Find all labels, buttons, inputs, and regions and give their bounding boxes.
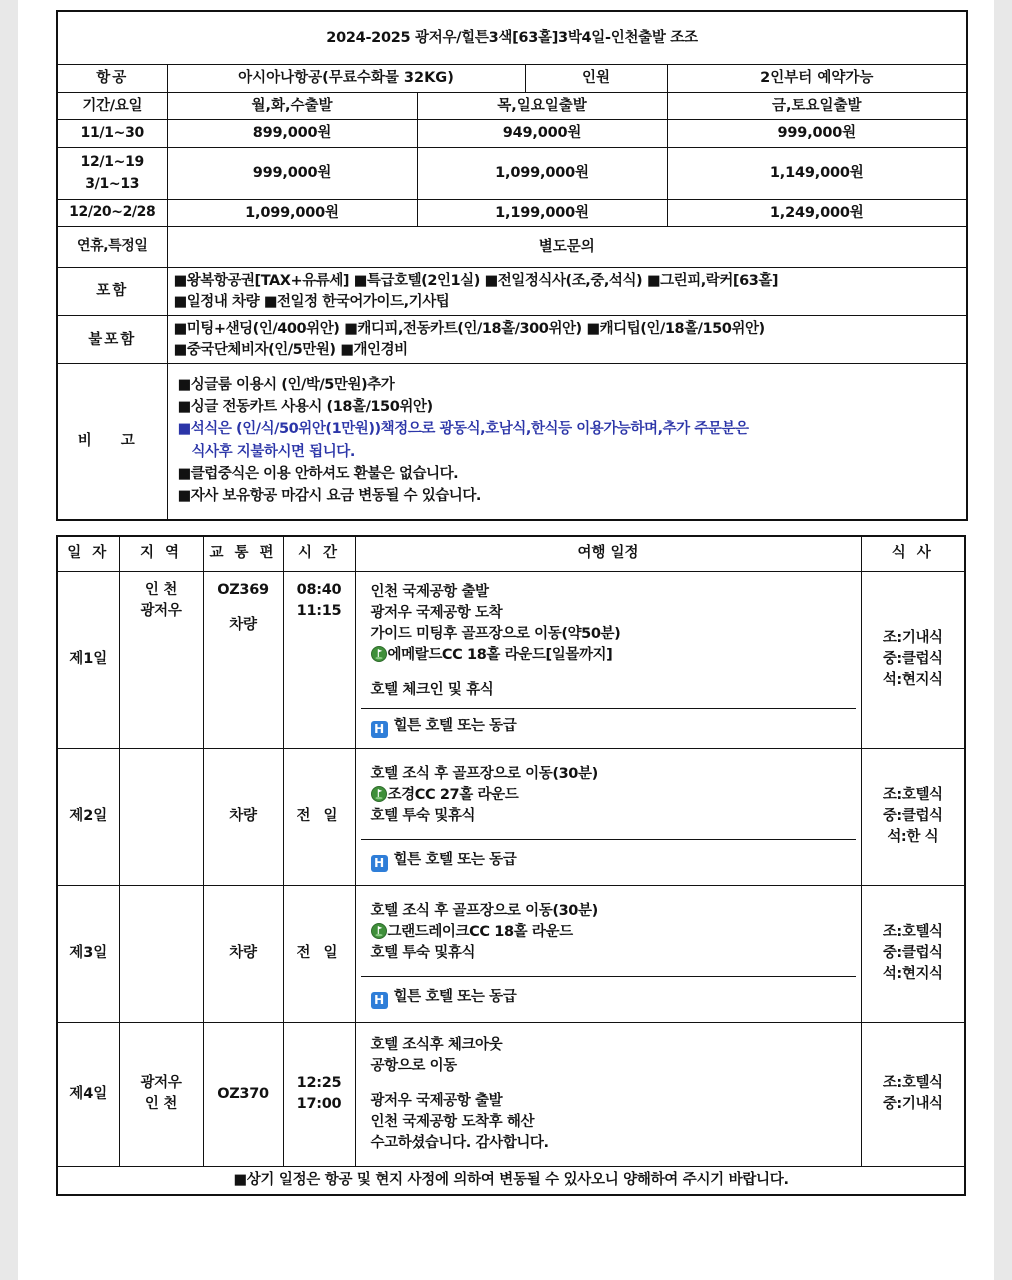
day-3-meal-1: 중:클럽식 — [882, 945, 943, 962]
day-1-schedule — [361, 575, 856, 708]
day-2-vehicle: 차량 — [229, 808, 257, 825]
day-1-time-0: 08:40 — [296, 581, 342, 598]
footer-note-row — [57, 1166, 965, 1195]
header-time: 시 간 — [283, 536, 355, 572]
day-1-meals — [861, 571, 965, 748]
day-1-schedule-cell — [355, 571, 861, 748]
day-1-area — [119, 571, 203, 748]
price-row-2 — [57, 199, 967, 227]
day-1-time-1: 11:15 — [296, 602, 342, 619]
header-schedule: 여행 일정 — [355, 536, 861, 572]
day-1-area-0: 인 천 — [144, 581, 178, 598]
included-line-0: ■왕복항공권[TAX+유류세] ■특급호텔(2인1실) ■전일정식사(조,중,석식) ■그린피,락커[63홀] — [173, 273, 779, 290]
day-4-transport — [203, 1022, 283, 1166]
day-1-sched-1: 광저우 국제공항 도착 — [370, 604, 503, 621]
day-3-schedule-cell — [355, 885, 861, 1022]
price-1-1: 1,099,000원 — [417, 147, 667, 199]
day-1-sched-0: 인천 국제공항 출발 — [370, 583, 489, 600]
day-2-meal-1: 중:클럽식 — [882, 808, 943, 825]
day-4-meal-0: 조:호텔식 — [882, 1075, 943, 1092]
excluded-list — [167, 316, 967, 364]
pax-label: 인원 — [525, 65, 667, 93]
airline-row — [57, 65, 967, 93]
remarks-line-5: ■자사 보유항공 마감시 요금 변동될 수 있습니다. — [177, 487, 481, 504]
day-4-sched-5: 수고하셨습니다. 감사합니다. — [370, 1134, 549, 1151]
golf-icon — [371, 923, 387, 939]
remarks-line-2: ■석식은 (인/식/50위안(1만원))책정으로 광동식,호남식,한식등 이용가능하며,추가 주문분은 — [177, 421, 749, 438]
day-3-sched-0: 호텔 조식 후 골프장으로 이동(30분) — [370, 902, 598, 919]
price-row-1 — [57, 147, 967, 199]
remarks-line-3: 식사후 지불하시면 됩니다. — [191, 443, 355, 460]
day-1-label: 제1일 — [57, 571, 119, 748]
day-1-vehicle: 차량 — [229, 616, 257, 633]
day-1-sched-2: 가이드 미팅후 골프장으로 이동(약50분) — [370, 625, 621, 642]
day-3-schedule — [361, 889, 856, 976]
golf-icon — [371, 646, 387, 662]
day-1-flight: OZ369 — [217, 581, 269, 598]
day-4-sched-3: 광저우 국제공항 출발 — [370, 1092, 503, 1109]
day-3-label: 제3일 — [57, 885, 119, 1022]
day-3-sched-2: 호텔 투숙 및휴식 — [370, 944, 476, 961]
excluded-label: 불포함 — [57, 316, 167, 364]
day-1-meal-0: 조:기내식 — [882, 630, 943, 647]
excluded-row — [57, 316, 967, 364]
hotel-icon: H — [371, 721, 388, 738]
spacer — [371, 666, 852, 680]
day-3-vehicle: 차량 — [229, 945, 257, 962]
day-3-hotel — [361, 976, 856, 1019]
day-4-time-1: 17:00 — [296, 1096, 342, 1113]
price-2-1: 1,199,000원 — [417, 199, 667, 227]
price-period-1 — [57, 147, 167, 199]
day-4-sched-0: 호텔 조식후 체크아웃 — [370, 1036, 503, 1053]
day-4-area-1: 인 천 — [144, 1096, 178, 1113]
included-label: 포함 — [57, 268, 167, 316]
remarks-list — [167, 364, 967, 520]
day-4-area-0: 광저우 — [140, 1075, 182, 1092]
day-4-meal-1: 중:기내식 — [882, 1096, 943, 1113]
table-row — [57, 885, 965, 1022]
day-1-hotel-text: 힐튼 호텔 또는 동급 — [393, 717, 517, 734]
spacer — [371, 1077, 852, 1091]
price-period-1-line2: 3/1~13 — [85, 176, 140, 193]
holiday-label: 연휴,특정일 — [57, 227, 167, 268]
table-gap — [56, 521, 966, 535]
header-area: 지 역 — [119, 536, 203, 572]
holiday-row — [57, 227, 967, 268]
golf-icon — [371, 786, 387, 802]
day-2-sched-1: 조경CC 27홀 라운드 — [387, 786, 519, 803]
airline-label: 항공 — [57, 65, 167, 93]
itinerary-header-row — [57, 536, 965, 572]
day-4-label: 제4일 — [57, 1022, 119, 1166]
price-1-0: 999,000원 — [167, 147, 417, 199]
remarks-row — [57, 364, 967, 520]
itinerary-table — [56, 535, 966, 1196]
day-2-hotel — [361, 839, 856, 882]
price-2-0: 1,099,000원 — [167, 199, 417, 227]
header-day: 일 자 — [57, 536, 119, 572]
day-2-meal-2: 석:한 식 — [887, 829, 939, 846]
day-2-sched-2: 호텔 투숙 및휴식 — [370, 807, 476, 824]
price-1-2: 1,149,000원 — [667, 147, 967, 199]
day-1-area-1: 광저우 — [140, 602, 182, 619]
day-3-transport — [203, 885, 283, 1022]
day-1-hotel — [361, 708, 856, 745]
day-2-hotel-text: 힐튼 호텔 또는 동급 — [393, 851, 517, 868]
day-1-meal-1: 중:클럽식 — [882, 651, 943, 668]
day-3-meals — [861, 885, 965, 1022]
price-period-1-line1: 12/1~19 — [80, 153, 144, 170]
document-page — [18, 0, 994, 1280]
day-3-sched-1-wrap — [371, 922, 852, 943]
hotel-icon: H — [371, 992, 388, 1009]
remarks-line-4: ■클럽중식은 이용 안하셔도 환불은 없습니다. — [177, 465, 459, 482]
holiday-value: 별도문의 — [167, 227, 967, 268]
price-0-1: 949,000원 — [417, 120, 667, 148]
day-3-area — [119, 885, 203, 1022]
day-4-sched-4: 인천 국제공항 도착후 해산 — [370, 1113, 535, 1130]
price-2-2: 1,249,000원 — [667, 199, 967, 227]
price-row-0 — [57, 120, 967, 148]
period-label: 기간/요일 — [57, 92, 167, 120]
day-2-transport — [203, 748, 283, 885]
included-list — [167, 268, 967, 316]
document-body — [56, 10, 966, 1196]
day-4-flight: OZ370 — [217, 1085, 269, 1102]
day-2-time-0: 전 일 — [296, 808, 342, 825]
header-meal: 식 사 — [861, 536, 965, 572]
day-4-area — [119, 1022, 203, 1166]
spacer — [209, 601, 278, 615]
day-3-time — [283, 885, 355, 1022]
day-2-area — [119, 748, 203, 885]
package-info-table — [56, 10, 968, 521]
price-0-0: 899,000원 — [167, 120, 417, 148]
day-2-time — [283, 748, 355, 885]
table-row — [57, 571, 965, 748]
hotel-icon: H — [371, 855, 388, 872]
day-2-label: 제2일 — [57, 748, 119, 885]
day-4-time — [283, 1022, 355, 1166]
day-3-sched-1: 그랜드레이크CC 18홀 라운드 — [387, 923, 573, 940]
page-title: 2024-2025 광저우/힐튼3색[63홀]3박4일-인천출발 조조 — [57, 11, 967, 65]
pax-value: 2인부터 예약가능 — [667, 65, 967, 93]
included-line-1: ■일정내 차량 ■전일정 한국어가이드,기사팁 — [173, 293, 450, 310]
departure-col-2: 금,토요일출발 — [667, 92, 967, 120]
day-1-time — [283, 571, 355, 748]
day-3-hotel-text: 힐튼 호텔 또는 동급 — [393, 988, 517, 1005]
included-row — [57, 268, 967, 316]
departure-col-0: 월,화,수출발 — [167, 92, 417, 120]
excluded-line-1: ■중국단체비자(인/5만원) ■개인경비 — [173, 341, 408, 358]
day-2-schedule — [361, 752, 856, 839]
day-1-sched-5: 호텔 체크인 및 휴식 — [370, 681, 494, 698]
remarks-label: 비 고 — [57, 364, 167, 520]
day-4-schedule — [361, 1026, 856, 1163]
airline-value: 아시아나항공(무료수화물 32KG) — [167, 65, 525, 93]
day-4-sched-1: 공항으로 이동 — [370, 1057, 457, 1074]
day-3-time-0: 전 일 — [296, 945, 342, 962]
day-4-meals — [861, 1022, 965, 1166]
day-2-sched-1-wrap — [371, 785, 852, 806]
price-period-0: 11/1~30 — [57, 120, 167, 148]
day-1-sched-3: 에메랄드CC 18홀 라운드[일몰까지] — [387, 646, 613, 663]
day-4-time-0: 12:25 — [296, 1075, 342, 1092]
title-row — [57, 11, 967, 65]
departure-col-1: 목,일요일출발 — [417, 92, 667, 120]
footer-note: ■상기 일정은 항공 및 현지 사정에 의하여 변동될 수 있사오니 양해하여 주시기 바랍니다. — [57, 1166, 965, 1195]
price-period-2: 12/20~2/28 — [57, 199, 167, 227]
excluded-line-0: ■미팅+샌딩(인/400위안) ■캐디피,전동카트(인/18홀/300위안) ■캐디팁(인/18홀/150위안) — [173, 321, 765, 338]
day-1-sched-3-wrap — [371, 645, 852, 666]
table-row — [57, 748, 965, 885]
period-header-row — [57, 92, 967, 120]
day-1-meal-2: 석:현지식 — [882, 672, 943, 689]
day-2-meal-0: 조:호텔식 — [882, 787, 943, 804]
day-2-schedule-cell — [355, 748, 861, 885]
header-transport: 교 통 편 — [203, 536, 283, 572]
table-row — [57, 1022, 965, 1166]
day-2-sched-0: 호텔 조식 후 골프장으로 이동(30분) — [370, 765, 598, 782]
day-3-meal-2: 석:현지식 — [882, 966, 943, 983]
remarks-line-1: ■싱글 전동카트 사용시 (18홀/150위안) — [177, 399, 433, 416]
day-2-meals — [861, 748, 965, 885]
price-0-2: 999,000원 — [667, 120, 967, 148]
day-1-transport — [203, 571, 283, 748]
remarks-line-0: ■싱글룸 이용시 (인/박/5만원)추가 — [177, 377, 395, 394]
day-3-meal-0: 조:호텔식 — [882, 924, 943, 941]
day-4-schedule-cell — [355, 1022, 861, 1166]
